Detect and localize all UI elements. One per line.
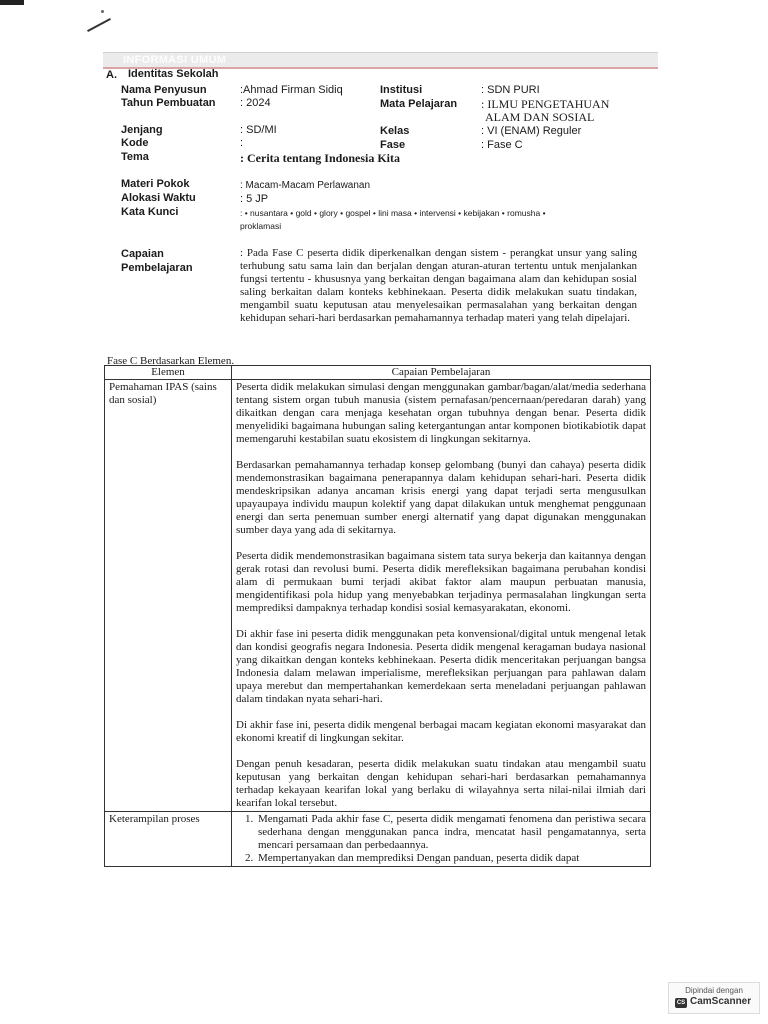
value-kata-kunci-2: proklamasi [240, 221, 282, 231]
label-capaian-2: Pembelajaran [121, 262, 193, 274]
capaian-text: : Pada Fase C peserta didik diperkenalkan dengan sistem - perangkat unsur yang saling terhubung satu sama lain dan berjalan dengan aturan-aturan tertentu untuk menjalankan fungsi tertentu - khususnya yang berkaitan dengan bagaimana alam dan kehidupan sosial saling berkaitan dalam konteks kebhinekaan. Peserta didik melakukan suatu tindakan, mengambil suatu keputusan atau menyelesaikan permasalahan yang berkaitan dengan kehidupan sehari-hari berdasarkan pemahamannya terhadap materi yang telah dipelajari. [240, 247, 637, 324]
scan-edge-mark [0, 0, 24, 5]
value-mata-pelajaran-2: ALAM DAN SOSIAL [485, 110, 595, 124]
label-kata-kunci: Kata Kunci [121, 206, 179, 218]
label-mata-pelajaran: Mata Pelajaran [380, 98, 458, 110]
section-banner [103, 52, 658, 69]
table-row [105, 380, 651, 812]
cell-capaian-keterampilan [232, 812, 651, 867]
value-jenjang: : SD/MI [240, 124, 277, 136]
label-alokasi-waktu: Alokasi Waktu [121, 192, 196, 204]
cell-capaian-pemahaman [232, 380, 651, 812]
list-item: 2. Mempertanyakan dan memprediksi Dengan panduan, peserta didik dapat [256, 852, 646, 865]
camscanner-logo-icon: CS [676, 1000, 686, 1006]
list-item: 1. Mengamati Pada akhir fase C, peserta didik mengamati fenomena dan peristiwa secara sederhana dengan menggunakan panca indra, mencatat hasil pengamatannya, serta mencari persamaan dan perbedaannya. [256, 813, 646, 852]
value-kata-kunci-1: : • nusantara • gold • glory • gospel • lini masa • intervensi • kebijakan • romusha • [240, 208, 546, 218]
value-mata-pelajaran-1: : ILMU PENGETAHUAN [481, 97, 610, 111]
cell-elemen-keterampilan: Keterampilan proses [105, 812, 232, 867]
value-institusi: : SDN PURI [481, 84, 540, 96]
banner-title: INFORMASI UMUM [123, 54, 227, 66]
label-jenjang: Jenjang [121, 124, 163, 136]
fase-caption: Fase C Berdasarkan Elemen. [107, 355, 235, 367]
label-capaian-1: Capaian [121, 248, 164, 260]
label-institusi: Institusi [380, 84, 423, 96]
label-tahun: Tahun Pembuatan [121, 97, 216, 109]
label-materi-pokok: Materi Pokok [121, 178, 190, 190]
table-header-row [105, 366, 651, 380]
table-row [105, 812, 651, 867]
label-fase: Fase [380, 139, 406, 151]
capaian-paragraph: Di akhir fase ini peserta didik menggunakan peta konvensional/digital untuk mengenal letak dan kondisi geografis negara Indonesia. Peserta didik mengenal keragaman budaya nasional yang dikaitkan dengan konteks kebhinekaan. Peserta didik menceritakan perjuangan bangsa Indonesia dalam melawan imperialisme, merefleksikan perjuangan para pahlawan dalam upaya merebut dan mempertahankan kemerdekaan serta meneladani perjuangan pahlawan dalam tindakan nyata sehari-hari. [236, 628, 646, 705]
section-a-marker: A. [106, 69, 117, 81]
value-nama-penyusun: :Ahmad Firman Sidiq [240, 84, 343, 96]
section-a-title: Identitas Sekolah [128, 68, 219, 80]
cell-elemen-pemahaman: Pemahaman IPAS (sains dan sosial) [105, 380, 232, 812]
label-kode: Kode [121, 137, 149, 149]
value-kode: : [240, 137, 244, 149]
header-elemen: Elemen [105, 366, 232, 380]
capaian-paragraph: Dengan penuh kesadaran, peserta didik melakukan suatu tindakan atau mengambil suatu keputusan yang berkaitan dengan kehidupan sehari-hari berdasarkan pemahamannya terhadap kekayaan kearifan lokal yang berlaku di wilayahnya serta nilai-nilai ilmiah dari kearifan lokal tersebut. [236, 758, 646, 809]
value-kelas: : VI (ENAM) Reguler [481, 125, 582, 137]
watermark-brand: CamScanner [690, 996, 752, 1007]
watermark-caption: Dipindai dengan [685, 986, 743, 995]
proses-list [236, 813, 646, 865]
header-capaian: Capaian Pembelajaran [232, 366, 651, 380]
pen-stroke [87, 18, 111, 32]
capaian-paragraph: Berdasarkan pemahamannya terhadap konsep gelombang (bunyi dan cahaya) peserta didik mendemonstrasikan bagaimana penerapannya dalam kehidupan sehari-hari. Peserta didik mendeskripsikan adanya ancaman krisis energi yang dapat terjadi serta mengusulkan upayaupaya individu maupun kolektif yang dapat dilakukan untuk menghemat penggunaan energi dan serta penemuan sumber energi alternatif yang dapat digunakan menggunakan sumber daya yang ada di sekitarnya. [236, 459, 646, 536]
capaian-paragraph: Di akhir fase ini, peserta didik mengenal berbagai macam kegiatan ekonomi masyarakat dan ekonomi kreatif di lingkungan sekitar. [236, 719, 646, 744]
scan-speck [101, 10, 104, 13]
label-kelas: Kelas [380, 125, 410, 137]
label-tema: Tema [121, 151, 149, 163]
camscanner-watermark [668, 982, 760, 1014]
value-tema: : Cerita tentang Indonesia Kita [240, 151, 400, 165]
label-nama-penyusun: Nama Penyusun [121, 84, 207, 96]
capaian-paragraph: Peserta didik melakukan simulasi dengan menggunakan gambar/bagan/alat/media sederhana tentang sistem organ tubuh manusia (sistem pernafasan/pencernaan/peredaran darah) yang dikaitkan dengan cara menjaga kesehatan organ tubuhnya dengan benar. Peserta didik menyelidiki bagaimana hubungan saling ketergantungan antar komponen biotikabiotik dapat memengaruhi kestabilan suatu ekosistem di lingkungan sekitarnya. [236, 381, 646, 445]
value-materi-pokok: : Macam-Macam Perlawanan [240, 180, 371, 191]
value-tahun: : 2024 [240, 97, 271, 109]
capaian-paragraph: Peserta didik mendemonstrasikan bagaimana sistem tata surya bekerja dan kaitannya dengan gerak rotasi dan revolusi bumi. Peserta didik merefleksikan bagaimana perubahan kondisi alam di permukaan bumi terjadi akibat faktor alam maupun perbuatan manusia, mengidentifikasi pola hidup yang menyebabkan terjadinya permasalahan lingkungan serta memprediksi dampaknya terhadap kondisi sosial kemasyarakatan, ekonomi. [236, 550, 646, 614]
value-fase: : Fase C [481, 139, 523, 151]
value-alokasi-waktu: : 5 JP [240, 193, 269, 205]
elemen-table [104, 365, 651, 867]
